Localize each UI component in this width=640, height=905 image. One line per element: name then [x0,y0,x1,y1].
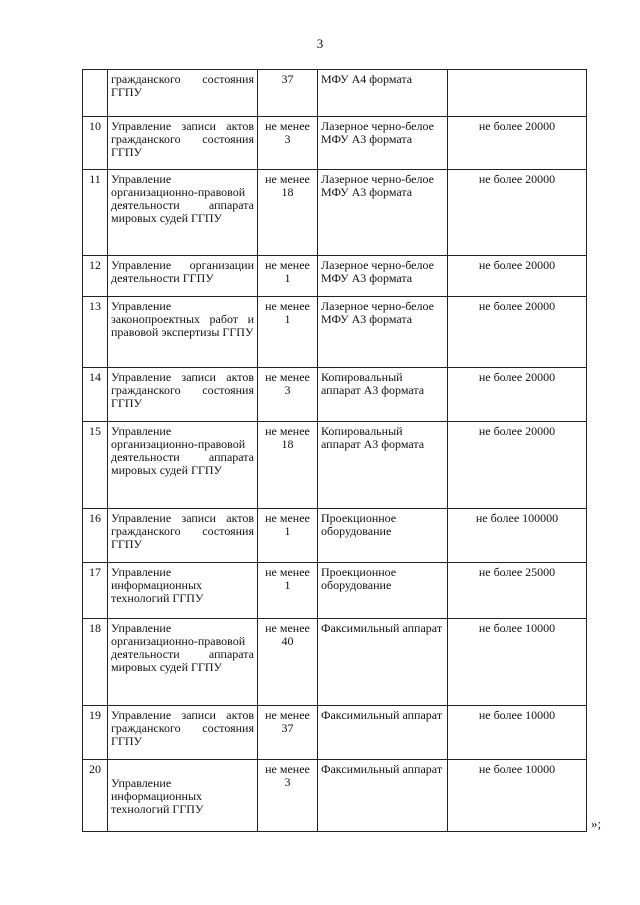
department-cell: Управление записи актов гражданского состояния ГГПУ [108,706,258,760]
department-cell: Управление организационно-правовой деятельности аппарата мировых судей ГГПУ [108,170,258,256]
row-number: 12 [83,256,108,297]
table-row [83,563,587,619]
table-row [83,170,587,256]
row-number: 10 [83,117,108,170]
limit-cell: не более 20000 [448,368,587,422]
department-cell: Управление записи актов гражданского состояния ГГПУ [108,368,258,422]
quantity-cell: не менее 18 [258,422,318,509]
department-cell: Управление организационно-правовой деятельности аппарата мировых судей ГГПУ [108,619,258,706]
limit-cell: не более 20000 [448,117,587,170]
limit-cell: не более 10000 [448,706,587,760]
table-row [83,368,587,422]
quantity-cell: не менее 1 [258,509,318,563]
department-cell: Управление записи актов гражданского состояния ГГПУ [108,509,258,563]
quantity-cell: не менее 40 [258,619,318,706]
quantity-cell: не менее 3 [258,368,318,422]
equipment-cell: Факсимильный аппарат [318,760,448,832]
quantity-cell: не менее 1 [258,297,318,368]
table-row [83,117,587,170]
row-number: 15 [83,422,108,509]
equipment-cell: Копировальный аппарат А3 формата [318,422,448,509]
department-cell: Управление информационных технологий ГГПУ [108,760,258,832]
department-cell: Управление информационных технологий ГГПУ [108,563,258,619]
department-cell: Управление организации деятельности ГГПУ [108,256,258,297]
table-row [83,760,587,832]
row-number: 19 [83,706,108,760]
table-row [83,619,587,706]
equipment-cell: Проекционное оборудование [318,563,448,619]
table-row [83,706,587,760]
limit-cell: не более 25000 [448,563,587,619]
department-cell: гражданского состояния ГГПУ [108,70,258,117]
equipment-cell: Лазерное черно-белое МФУ А3 формата [318,170,448,256]
limit-cell: не более 20000 [448,256,587,297]
table-row [83,256,587,297]
equipment-cell: Лазерное черно-белое МФУ А3 формата [318,256,448,297]
department-cell: Управление записи актов гражданского состояния ГГПУ [108,117,258,170]
equipment-cell: Факсимильный аппарат [318,706,448,760]
quantity-cell: 37 [258,70,318,117]
row-number: 14 [83,368,108,422]
row-number: 13 [83,297,108,368]
row-number: 18 [83,619,108,706]
quantity-cell: не менее 18 [258,170,318,256]
row-number: 16 [83,509,108,563]
department-cell: Управление организационно-правовой деятельности аппарата мировых судей ГГПУ [108,422,258,509]
department-cell: Управление законопроектных работ и правовой экспертизы ГГПУ [108,297,258,368]
limit-cell: не более 20000 [448,297,587,368]
equipment-cell: Факсимильный аппарат [318,619,448,706]
quantity-cell: не менее 3 [258,760,318,832]
equipment-cell: Лазерное черно-белое МФУ А3 формата [318,117,448,170]
quantity-cell: не менее 3 [258,117,318,170]
equipment-cell: Лазерное черно-белое МФУ А3 формата [318,297,448,368]
quantity-cell: не менее 37 [258,706,318,760]
limit-cell: не более 20000 [448,170,587,256]
table-row [83,297,587,368]
row-number: 11 [83,170,108,256]
page-number: 3 [316,36,324,51]
closing-quote-mark: »; [591,816,602,831]
limit-cell: не более 10000 [448,619,587,706]
row-number: 17 [83,563,108,619]
table-row [83,509,587,563]
limit-cell: не более 100000 [448,509,587,563]
row-number [83,70,108,117]
limit-cell: не более 10000 [448,760,587,832]
limit-cell: не более 20000 [448,422,587,509]
limit-cell [448,70,587,117]
table-row [83,422,587,509]
quantity-cell: не менее 1 [258,256,318,297]
row-number: 20 [83,760,108,832]
equipment-cell: Проекционное оборудование [318,509,448,563]
equipment-cell: МФУ А4 формата [318,70,448,117]
equipment-cell: Копировальный аппарат А3 формата [318,368,448,422]
table-row [83,70,587,117]
equipment-table [82,69,587,832]
quantity-cell: не менее 1 [258,563,318,619]
